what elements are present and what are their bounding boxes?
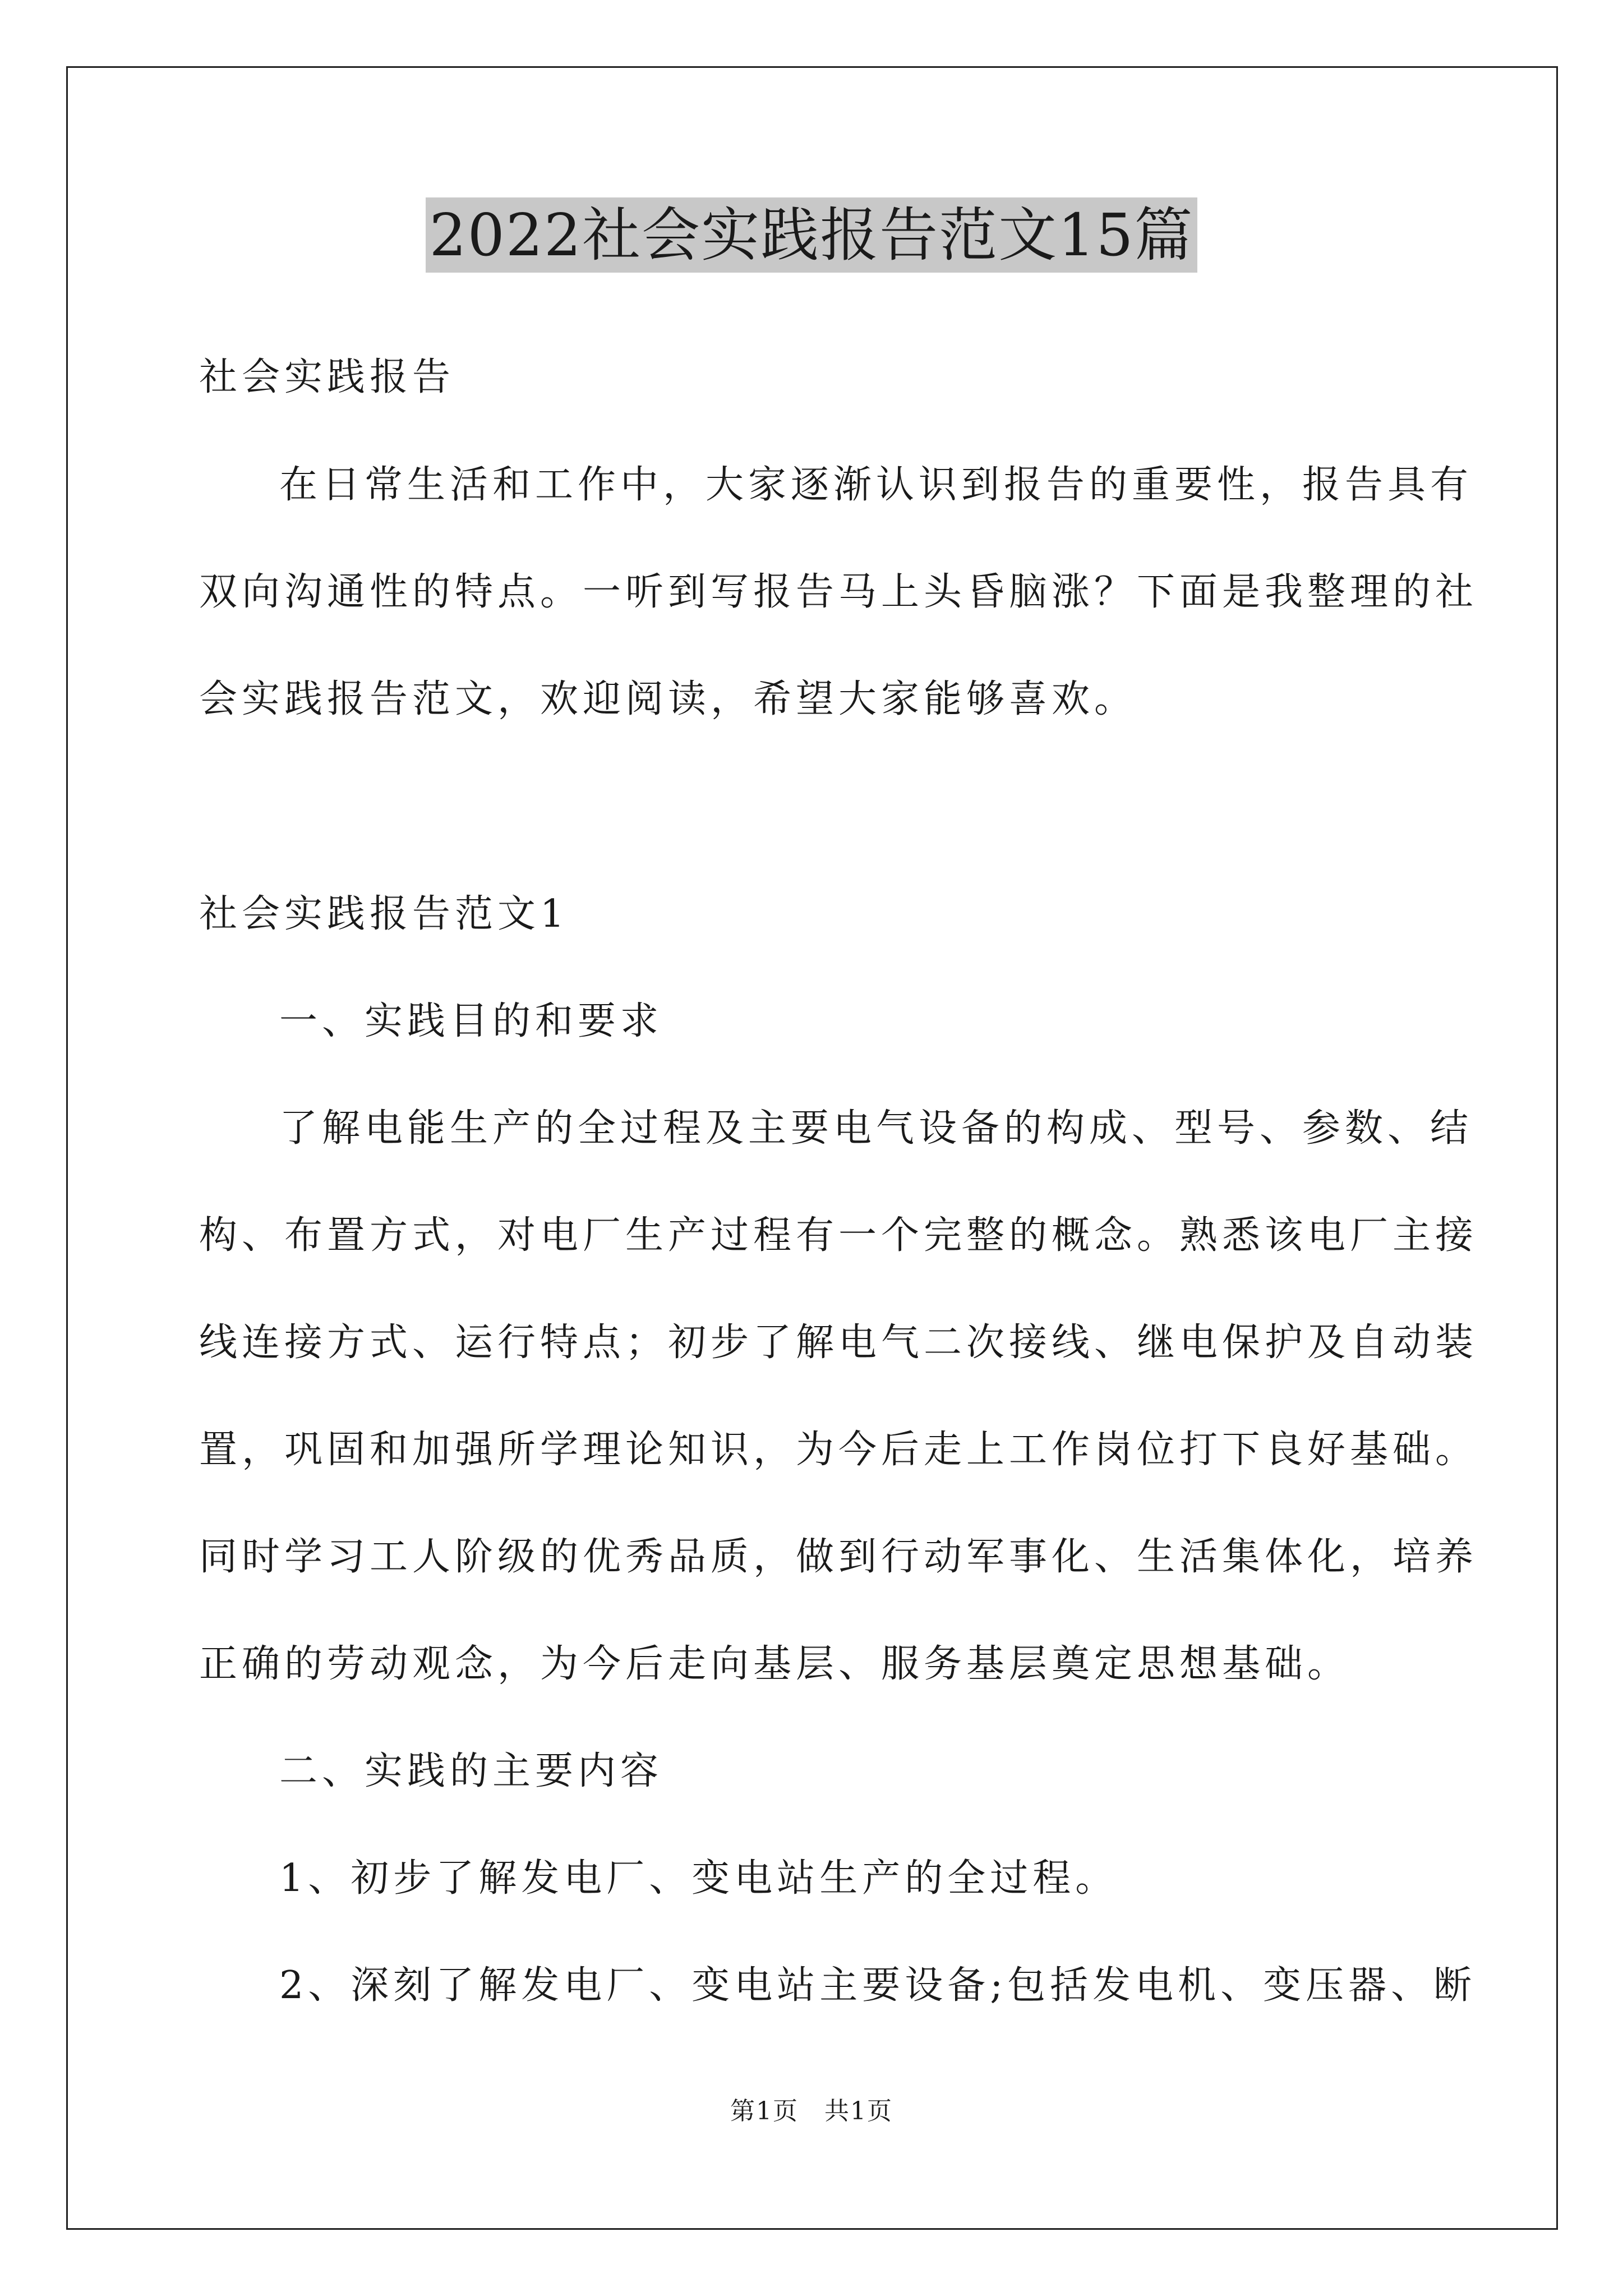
- sub-heading-content: 二、实践的主要内容: [279, 1749, 663, 1793]
- list-item: 2、深刻了解发电厂、变电站主要设备;包括发电机、变压器、断: [279, 1963, 1477, 2008]
- page-footer: 第1页 共1页: [730, 2097, 893, 2125]
- paragraph-line: 构、布置方式，对电厂生产过程有一个完整的概念。熟悉该电厂主接: [199, 1213, 1478, 1258]
- paragraph-line: 了解电能生产的全过程及主要电气设备的构成、型号、参数、结: [279, 1106, 1473, 1151]
- intro-line: 会实践报告范文，欢迎阅读，希望大家能够喜欢。: [199, 677, 1137, 721]
- list-item: 1、初步了解发电厂、变电站生产的全过程。: [279, 1856, 1118, 1901]
- intro-line: 在日常生活和工作中，大家逐渐认识到报告的重要性，报告具有: [279, 463, 1473, 507]
- intro-heading: 社会实践报告: [199, 355, 455, 399]
- paragraph-line: 置，巩固和加强所学理论知识，为今后走上工作岗位打下良好基础。: [199, 1428, 1478, 1472]
- document-title: 2022社会实践报告范文15篇: [426, 197, 1197, 273]
- intro-line: 双向沟通性的特点。一听到写报告马上头昏脑涨？下面是我整理的社: [199, 570, 1478, 614]
- title-container: [0, 197, 1623, 273]
- sub-heading-purpose: 一、实践目的和要求: [279, 999, 663, 1043]
- section-heading: 社会实践报告范文1: [199, 892, 569, 936]
- paragraph-line: 同时学习工人阶级的优秀品质，做到行动军事化、生活集体化，培养: [199, 1535, 1478, 1579]
- paragraph-line: 正确的劳动观念，为今后走向基层、服务基层奠定思想基础。: [199, 1642, 1350, 1686]
- paragraph-line: 线连接方式、运行特点；初步了解电气二次接线、继电保护及自动装: [199, 1320, 1478, 1365]
